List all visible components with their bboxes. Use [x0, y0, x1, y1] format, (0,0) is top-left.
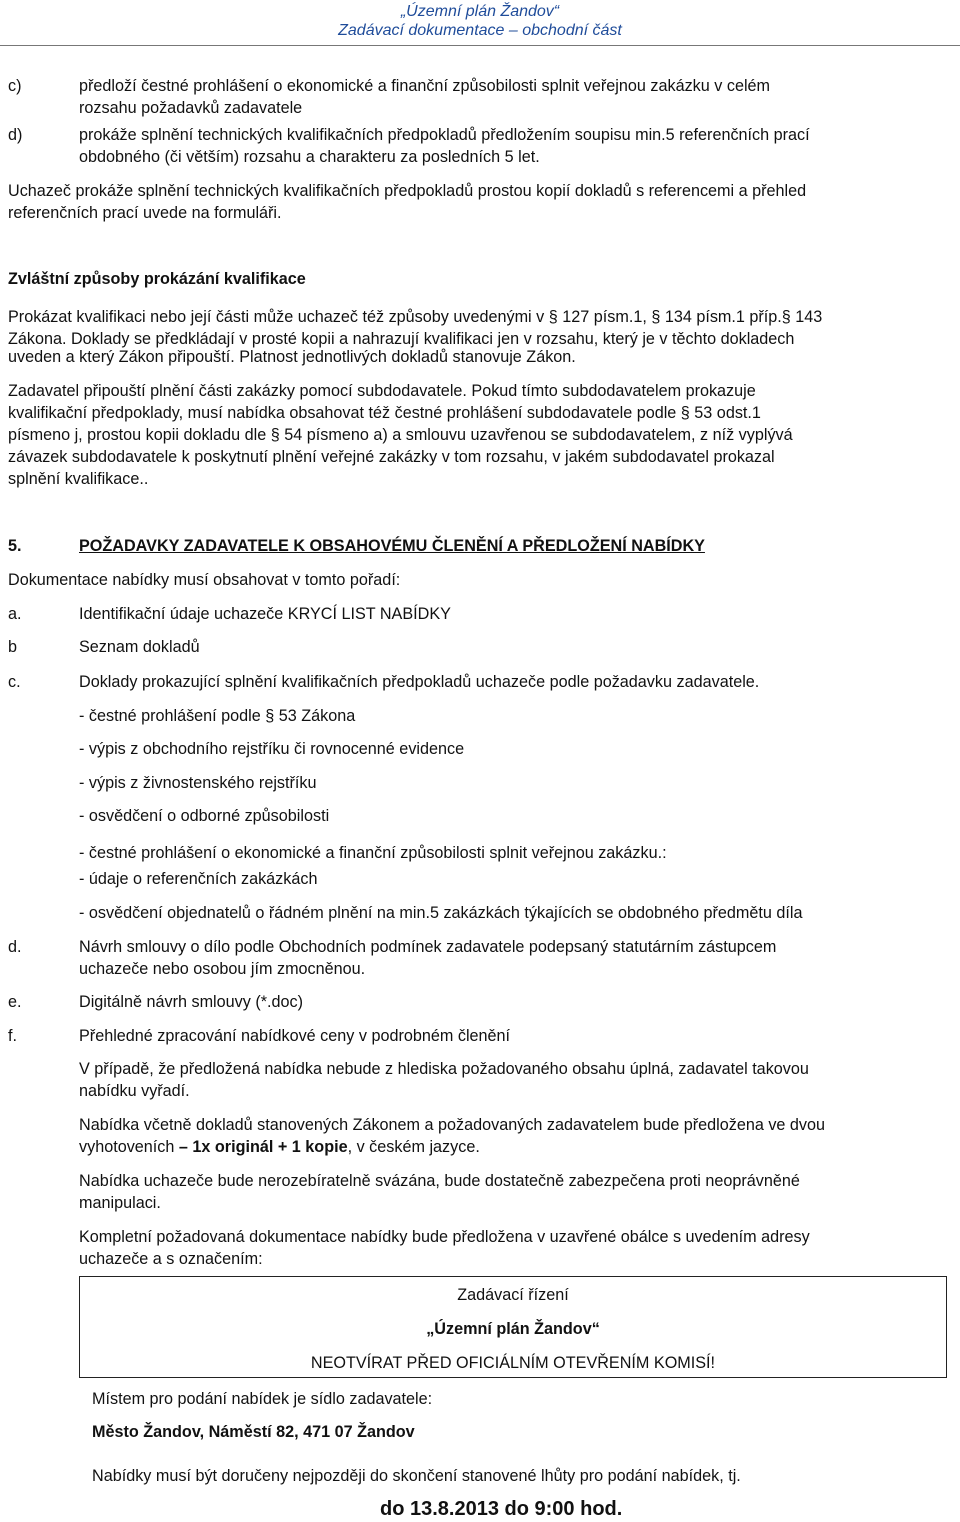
- envelope-label-box: [79, 1276, 947, 1378]
- paragraph-line: Zákona. Doklady se předkládají v prosté kopii a nahrazují kvalifikaci jen v rozsahu, který je v těchto dokladech: [8, 330, 795, 348]
- sub-item: - výpis z obchodního rejstříku či rovnocenné evidence: [79, 740, 465, 758]
- list-item-text: Přehledné zpracování nabídkové ceny v podrobném členění: [79, 1027, 511, 1045]
- label-project-name: „Územní plán Žandov“: [426, 1320, 600, 1338]
- sub-item: - údaje o referenčních zakázkách: [79, 870, 318, 888]
- list-marker: d.: [8, 938, 22, 956]
- header-title: „Územní plán Žandov“: [400, 3, 560, 20]
- sub-item: - čestné prohlášení podle § 53 Zákona: [79, 707, 356, 725]
- section-title: POŽADAVKY ZADAVATELE K OBSAHOVÉMU ČLENĚNÍ A PŘEDLOŽENÍ NABÍDKY: [79, 537, 705, 555]
- paragraph-line: uchazeče a s označením:: [79, 1250, 263, 1268]
- submission-address: Město Žandov, Náměstí 82, 471 07 Žandov: [92, 1423, 415, 1441]
- paragraph-line: Zadavatel připouští plnění části zakázky pomocí subdodavatele. Pokud tímto subdodavatelem prokazuje: [8, 382, 756, 400]
- paragraph-line: nabídku vyřadí.: [79, 1082, 190, 1100]
- paragraph-line: písmeno j, prostou kopii dokladu dle § 54 písmeno a) a smlouvu uzavřenou se subdodavatelem, z níž vyplývá: [8, 426, 793, 444]
- paragraph-line: Prokázat kvalifikaci nebo její části může uchazeč též způsoby uvedenými v § 127 písm.1, § 134 písm.1 příp.§ 143: [8, 308, 823, 326]
- copies-text-post: , v českém jazyce.: [347, 1138, 480, 1156]
- submission-deadline-text: Nabídky musí být doručeny nejpozději do skončení stanovené lhůty pro podání nabídek, tj.: [92, 1467, 741, 1485]
- label-warning: NEOTVÍRAT PŘED OFICIÁLNÍM OTEVŘENÍM KOMISÍ!: [310, 1354, 716, 1372]
- paragraph-line: kvalifikační předpoklady, musí nabídka obsahovat též čestné prohlášení subdodavatele podle § 53 odst.1: [8, 404, 761, 422]
- paragraph-line: referenčních prací uvede na formuláři.: [8, 204, 282, 222]
- list-marker: c): [8, 77, 22, 95]
- paragraph-line: Kompletní požadovaná dokumentace nabídky bude předložena v uzavřené obálce s uvedením adresy: [79, 1228, 810, 1246]
- list-marker: e.: [8, 993, 22, 1011]
- sub-item: - čestné prohlášení o ekonomické a finanční způsobilosti splnit veřejnou zakázku.:: [79, 844, 667, 862]
- copies-count: – 1x originál + 1 kopie: [178, 1138, 348, 1156]
- paragraph-line: Nabídka včetně dokladů stanovených Zákonem a požadovaných zadavatelem bude předložena ve dvou: [79, 1116, 826, 1134]
- list-marker: b: [8, 638, 18, 656]
- paragraph-line: manipulaci.: [79, 1194, 161, 1212]
- sub-item: - osvědčení objednatelů o řádném plnění na min.5 zakázkách týkajících se obdobného předmětu díla: [79, 904, 803, 922]
- list-item-text: rozsahu požadavků zadavatele: [79, 99, 303, 117]
- submission-deadline-date: do 13.8.2013 do 9:00 hod.: [380, 1498, 623, 1520]
- paragraph-line: Nabídka uchazeče bude nerozebíratelně svázána, bude dostatečně zabezpečena proti neoprávněné: [79, 1172, 800, 1190]
- list-item-text: Identifikační údaje uchazeče KRYCÍ LIST NABÍDKY: [79, 605, 451, 623]
- section-heading: Zvláštní způsoby prokázání kvalifikace: [8, 270, 306, 288]
- list-item-text: Digitálně návrh smlouvy (*.doc): [79, 993, 304, 1011]
- label-procedure: Zadávací řízení: [457, 1286, 569, 1304]
- list-marker: f.: [8, 1027, 17, 1045]
- list-marker: d): [8, 126, 23, 144]
- paragraph-line: [79, 1136, 480, 1158]
- paragraph-line: závazek subdodavatele k poskytnutí plnění veřejné zakázky v tom rozsahu, v jakém subdodavatel prokazal: [8, 448, 775, 466]
- paragraph-line: splnění kvalifikace..: [8, 470, 149, 488]
- list-item-text: Návrh smlouvy o dílo podle Obchodních podmínek zadavatele podepsaný statutárním zástupcem: [79, 938, 777, 956]
- copies-text-pre: vyhotoveních: [79, 1138, 179, 1156]
- header-subtitle: Zadávací dokumentace – obchodní část: [338, 22, 622, 39]
- paragraph-line: Uchazeč prokáže splnění technických kvalifikačních předpokladů prostou kopií dokladů s referencemi a přehled: [8, 182, 807, 200]
- sub-item: - výpis z živnostenského rejstříku: [79, 774, 317, 792]
- list-marker: a.: [8, 605, 22, 623]
- list-item-text: prokáže splnění technických kvalifikačních předpokladů předložením soupisu min.5 referenčních prací: [79, 126, 810, 144]
- list-item-text: předloží čestné prohlášení o ekonomické a finanční způsobilosti splnit veřejnou zakázku v celém: [79, 77, 771, 95]
- header-divider: [0, 45, 960, 46]
- section-number: 5.: [8, 537, 22, 555]
- list-item-text: uchazeče nebo osobou jím zmocněnou.: [79, 960, 366, 978]
- submission-place-label: Místem pro podání nabídek je sídlo zadavatele:: [92, 1390, 433, 1408]
- section-intro: Dokumentace nabídky musí obsahovat v tomto pořadí:: [8, 571, 401, 589]
- sub-item: - osvědčení o odborné způsobilosti: [79, 807, 330, 825]
- list-item-text: Seznam dokladů: [79, 638, 200, 656]
- list-marker: c.: [8, 673, 21, 691]
- list-item-text: Doklady prokazující splnění kvalifikačních předpokladů uchazeče podle požadavku zadavatele.: [79, 673, 760, 691]
- paragraph-line: V případě, že předložená nabídka nebude z hlediska požadovaného obsahu úplná, zadavatel takovou: [79, 1060, 809, 1078]
- paragraph-line: uveden a který Zákon připouští. Platnost jednotlivých dokladů stanovuje Zákon.: [8, 348, 576, 366]
- list-item-text: obdobného (či větším) rozsahu a charakteru za posledních 5 let.: [79, 148, 540, 166]
